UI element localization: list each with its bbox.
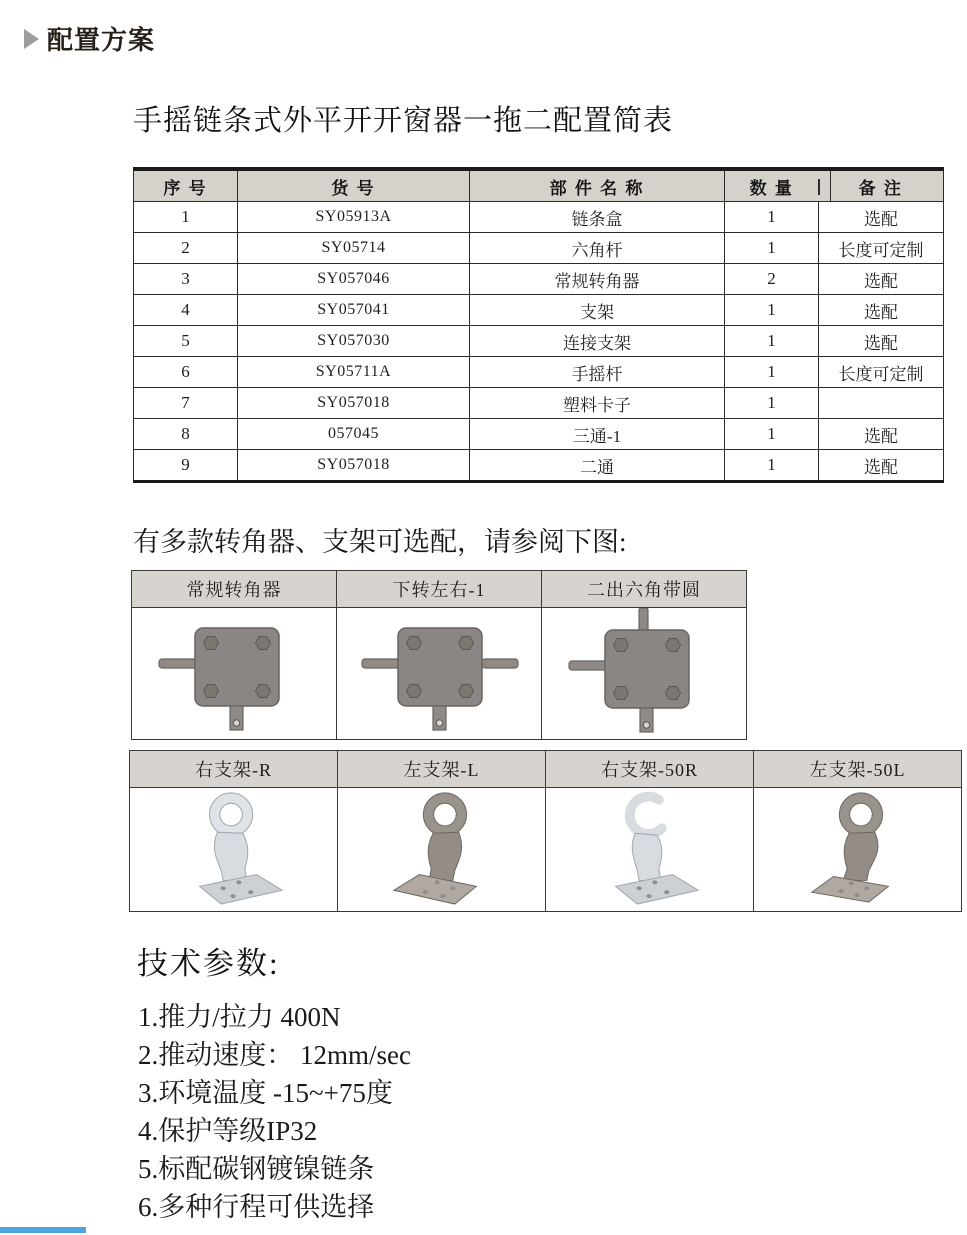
cell-sku: SY057030 (238, 326, 470, 357)
tech-param-item: 3.环境温度 -15~+75度 (138, 1078, 393, 1108)
arrow-right-icon (24, 29, 39, 49)
cell-remark: 选配 (819, 419, 944, 450)
header-divider-line (830, 171, 831, 202)
cell-remark: 选配 (819, 264, 944, 295)
tech-params-list (138, 998, 411, 1226)
col-header-sku: 货 号 (238, 169, 470, 202)
table-row (134, 233, 944, 264)
options-note: 有多款转角器、支架可选配，请参阅下图: (133, 527, 627, 557)
section-header (24, 20, 155, 57)
cell-qty: 1 (725, 388, 819, 419)
cell-qty: 1 (725, 202, 819, 233)
cell-index: 1 (134, 202, 238, 233)
cell-sku: SY057018 (238, 450, 470, 482)
table-row (134, 388, 944, 419)
cell-remark: 选配 (819, 202, 944, 233)
cell-sku: SY057018 (238, 388, 470, 419)
cell-part: 塑料卡子 (470, 388, 725, 419)
cell-qty: 2 (725, 264, 819, 295)
bracket-label-right-50r: 右支架-50R (546, 751, 754, 788)
table-row (134, 450, 944, 482)
corner-drive-image-down-lr (337, 608, 542, 740)
cell-remark: 长度可定制 (819, 233, 944, 264)
table-row (134, 295, 944, 326)
cell-index: 7 (134, 388, 238, 419)
cell-index: 4 (134, 295, 238, 326)
cell-sku: SY057041 (238, 295, 470, 326)
bracket-image-right-r (130, 788, 338, 912)
cell-remark: 选配 (819, 326, 944, 357)
tech-param-item: 6.多种行程可供选择 (138, 1192, 375, 1222)
bracket-label-left-l: 左支架-L (338, 751, 546, 788)
cell-index: 3 (134, 264, 238, 295)
bracket-label-right-r: 右支架-R (130, 751, 338, 788)
cell-part: 二通 (470, 450, 725, 482)
table-row (134, 326, 944, 357)
col-header-part: 部 件 名 称 (470, 169, 725, 202)
section-header-label: 配置方案 (47, 25, 156, 55)
cell-index: 2 (134, 233, 238, 264)
cell-sku: SY05913A (238, 202, 470, 233)
cell-part: 手摇杆 (470, 357, 725, 388)
cell-qty: 1 (725, 357, 819, 388)
cell-part: 支架 (470, 295, 725, 326)
cell-sku: SY05714 (238, 233, 470, 264)
bracket-image-left-l (338, 788, 546, 912)
cell-qty: 1 (725, 419, 819, 450)
corner-label-two-out: 二出六角带圆 (542, 571, 747, 608)
bracket-image-left-50l (754, 788, 962, 912)
corner-drive-grid (131, 570, 747, 740)
cell-part: 六角杆 (470, 233, 725, 264)
tech-param-item: 1.推力/拉力 400N (138, 1002, 341, 1032)
tech-param-item: 4.保护等级IP32 (138, 1116, 318, 1146)
bracket-label-left-50l: 左支架-50L (754, 751, 962, 788)
cell-sku: SY05711A (238, 357, 470, 388)
cell-index: 6 (134, 357, 238, 388)
corner-label-regular: 常规转角器 (132, 571, 337, 608)
cell-index: 5 (134, 326, 238, 357)
cell-remark: 选配 (819, 450, 944, 482)
table-row (134, 264, 944, 295)
table-header-row (134, 169, 944, 202)
cell-part: 链条盒 (470, 202, 725, 233)
cell-qty: 1 (725, 295, 819, 326)
cell-remark (819, 388, 944, 419)
table-row (134, 357, 944, 388)
cell-remark: 长度可定制 (819, 357, 944, 388)
corner-drive-image-regular (132, 608, 337, 740)
bracket-image-right-50r (546, 788, 754, 912)
parts-table (133, 167, 943, 483)
cell-remark: 选配 (819, 295, 944, 326)
cell-qty: 1 (725, 450, 819, 482)
table-row (134, 419, 944, 450)
table-row (134, 202, 944, 233)
header-stray-tick (818, 179, 820, 195)
tech-param-item: 2.推动速度： 12mm/sec (138, 1040, 411, 1070)
cell-part: 三通-1 (470, 419, 725, 450)
cell-part: 常规转角器 (470, 264, 725, 295)
tech-params-title: 技术参数: (137, 946, 280, 981)
col-header-index: 序 号 (134, 169, 238, 202)
cell-part: 连接支架 (470, 326, 725, 357)
corner-label-down-lr: 下转左右-1 (337, 571, 542, 608)
bottom-accent-bar (0, 1227, 86, 1233)
cell-index: 8 (134, 419, 238, 450)
bracket-grid (129, 750, 962, 912)
corner-drive-image-two-out (542, 608, 747, 740)
col-header-qty: 数 量 (725, 169, 819, 202)
page-title: 手摇链条式外平开开窗器一拖二配置简表 (133, 105, 674, 137)
cell-sku: SY057046 (238, 264, 470, 295)
cell-qty: 1 (725, 233, 819, 264)
tech-param-item: 5.标配碳钢镀镍链条 (138, 1154, 375, 1184)
cell-sku: 057045 (238, 419, 470, 450)
cell-qty: 1 (725, 326, 819, 357)
col-header-remark: 备 注 (819, 169, 944, 202)
cell-index: 9 (134, 450, 238, 482)
